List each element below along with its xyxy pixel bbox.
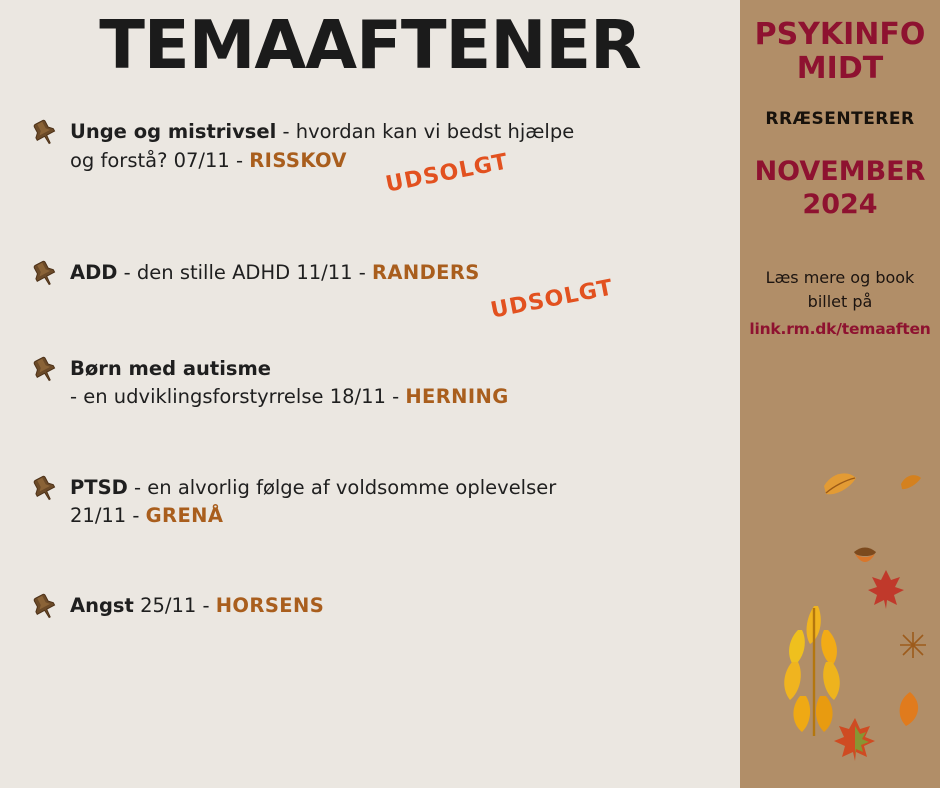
booking-line-2: billet på	[807, 291, 873, 311]
event-city: GRENÅ	[145, 503, 224, 527]
list-item[interactable]	[30, 592, 720, 620]
booking-line-1: Læs mere og book	[765, 267, 915, 287]
maple-leaf-icon	[832, 716, 878, 767]
ash-leaf-icon	[770, 600, 860, 745]
event-city: RISSKOV	[249, 148, 347, 172]
event-detail: 25/11 -	[133, 594, 216, 618]
event-detail: - en alvorlig følge af voldsomme oplevelser	[127, 475, 557, 499]
status-badge: UDSOLGT	[488, 275, 616, 324]
event-city: HERNING	[405, 385, 509, 409]
event-date: og forstå? 07/11 -	[70, 148, 250, 172]
pushpin-icon	[30, 355, 60, 385]
list-item[interactable]	[30, 355, 720, 412]
event-line-2	[70, 502, 720, 530]
event-date: 21/11 -	[70, 503, 146, 527]
leaf-icon	[892, 690, 928, 735]
event-city: RANDERS	[371, 260, 480, 284]
pushpin-icon	[30, 592, 60, 622]
pushpin-icon	[30, 474, 60, 504]
booking-link[interactable]: link.rm.dk/temaaften	[749, 319, 931, 338]
event-title: ADD	[70, 260, 118, 284]
event-line-1	[70, 474, 720, 502]
event-list	[0, 118, 740, 620]
list-item[interactable]	[30, 259, 720, 324]
status-badge: UDSOLGT	[383, 149, 511, 198]
maple-leaf-icon	[866, 568, 906, 615]
list-item[interactable]	[30, 474, 720, 531]
pushpin-icon	[30, 118, 60, 148]
event-line-1	[70, 259, 720, 287]
brand-name	[740, 18, 940, 85]
page-title: TEMAAFTENER	[99, 6, 641, 84]
event-title: Børn med autisme	[70, 357, 272, 381]
presents-label: RRÆSENTERER	[765, 109, 915, 130]
event-line-1	[70, 118, 720, 146]
year-label: 2024	[802, 188, 878, 220]
event-title: PTSD	[70, 475, 128, 499]
event-line-1	[70, 592, 720, 620]
event-line-1	[70, 355, 720, 383]
brand-line-1: PSYKINFO	[754, 17, 926, 52]
leaf-icon	[898, 630, 928, 665]
event-detail: - hvordan kan vi bedst hjælpe	[276, 120, 575, 144]
event-city: HORSENS	[215, 594, 325, 618]
event-detail: - den stille ADHD 11/11 -	[117, 260, 372, 284]
event-title: Unge og mistrivsel	[70, 120, 277, 144]
brand-line-2: MIDT	[796, 50, 884, 86]
booking-info	[740, 266, 940, 341]
leaf-icon	[818, 466, 860, 513]
event-title: Angst	[70, 594, 134, 618]
event-date: - en udviklingsforstyrrelse 18/11 -	[70, 385, 406, 409]
sidebar	[740, 0, 940, 788]
list-item[interactable]	[30, 118, 720, 198]
month-label: NOVEMBER	[754, 156, 926, 188]
leaf-icon	[898, 470, 924, 501]
pushpin-icon	[30, 259, 60, 289]
event-line-2	[70, 383, 720, 411]
acorn-icon	[848, 540, 882, 579]
